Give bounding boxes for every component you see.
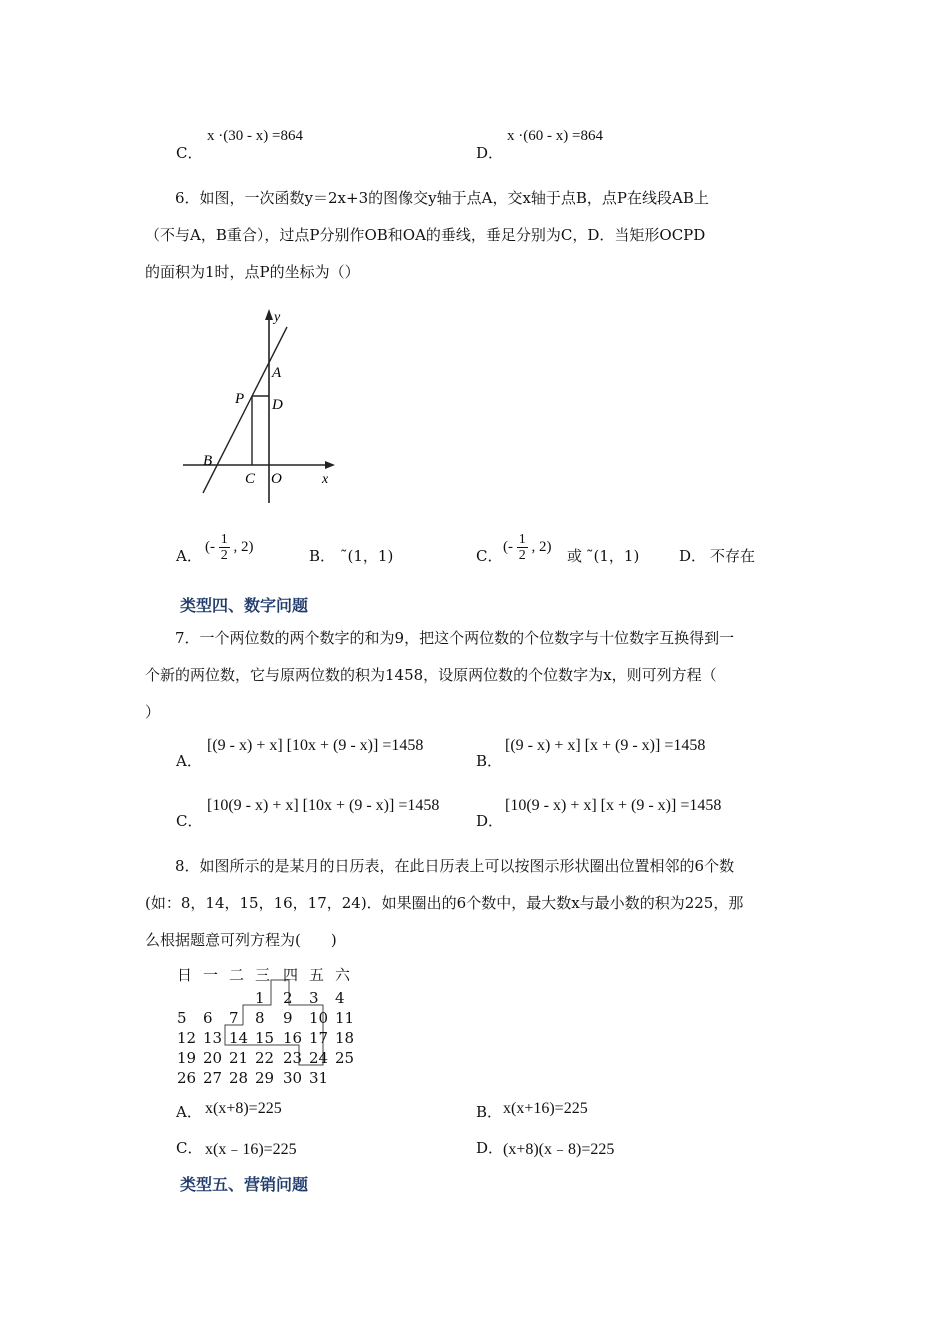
calendar-header: 六 <box>335 966 351 984</box>
q6-option-c-pre: (- <box>503 538 513 555</box>
q5-option-d-label: D． <box>476 144 504 162</box>
calendar-day: 29 <box>255 1069 275 1087</box>
q7-stem <box>145 620 810 731</box>
q6-option-c-expr2: ˜(1，1) <box>586 547 640 565</box>
label-o: O <box>271 471 282 487</box>
q8-option-a-expr: x(x+8)=225 <box>205 1100 282 1117</box>
q8-stem <box>145 848 810 959</box>
q8-option-c-expr: x(x﹣16)=225 <box>205 1141 297 1158</box>
q8-option-d-label: D． <box>476 1139 504 1157</box>
calendar-day: 28 <box>229 1069 249 1087</box>
q6-option-c-or: 或 <box>567 547 583 565</box>
y-axis-arrow <box>265 309 273 320</box>
q6-option-c-denominator: 2 <box>518 548 526 563</box>
label-b: B <box>203 453 213 469</box>
q7-line-2: 个新的两位数，它与原两位数的积为1458，设原两位数的个位数字为x，则可列方程（ <box>145 666 717 684</box>
label-d: D <box>272 397 283 413</box>
calendar-day: 19 <box>177 1049 197 1067</box>
calendar-day: 2 <box>283 989 293 1007</box>
q6-line-1: 6．如图，一次函数y＝2x+3的图像交y轴于点A，交x轴于点B，点P在线段AB上 <box>175 189 709 207</box>
q6-option-a-post: , 2) <box>233 538 254 555</box>
q8-line-1: 8．如图所示的是某月的日历表，在此日历表上可以按图示形状圈出位置相邻的6个数 <box>175 857 735 875</box>
calendar-day: 12 <box>177 1029 197 1047</box>
label-c: C <box>245 471 256 487</box>
label-y: y <box>274 310 281 325</box>
q5-option-d-expr: x ·(60 - x) =864 <box>507 128 603 144</box>
calendar-day: 6 <box>203 1009 213 1027</box>
q6-option-a-pre: (- <box>205 538 215 555</box>
q6-option-a-fraction <box>219 532 230 563</box>
section-heading-5: 类型五、营销问题 <box>180 1175 309 1194</box>
calendar-header: 二 <box>229 966 245 984</box>
calendar-day: 23 <box>283 1049 303 1067</box>
calendar-day: 4 <box>335 989 345 1007</box>
calendar-day: 24 <box>309 1049 329 1067</box>
calendar-day: 8 <box>255 1009 265 1027</box>
calendar-day: 16 <box>283 1029 303 1047</box>
calendar-header: 日 <box>177 966 193 984</box>
q6-option-c-post: , 2) <box>531 538 552 555</box>
calendar-day: 14 <box>229 1029 249 1047</box>
calendar-day: 17 <box>309 1029 329 1047</box>
q6-option-c-label: C． <box>476 547 503 565</box>
calendar-day: 18 <box>335 1029 355 1047</box>
calendar-header: 一 <box>203 966 219 984</box>
q6-option-d-text: 不存在 <box>710 547 756 565</box>
q7-line-3: ） <box>145 703 161 721</box>
q6-option-a-label: A． <box>176 547 202 565</box>
calendar-header: 五 <box>309 966 325 984</box>
q6-option-a-denominator: 2 <box>220 548 228 563</box>
calendar-day: 25 <box>335 1049 355 1067</box>
calendar-day: 27 <box>203 1069 223 1087</box>
calendar-day: 20 <box>203 1049 223 1067</box>
q8-line-3: 么根据题意可列方程为( ) <box>145 931 337 949</box>
q6-option-d-label: D． <box>679 547 707 565</box>
calendar-day: 30 <box>283 1069 303 1087</box>
q8-option-d-expr: (x+8)(x﹣8)=225 <box>503 1141 615 1158</box>
q6-option-a-expr <box>205 532 254 563</box>
calendar-day: 22 <box>255 1049 275 1067</box>
q8-line-2: (如：8，14，15，16，17，24)．如果圈出的6个数中，最大数x与最小数的积为225，那 <box>145 894 744 912</box>
q5-option-c-expr: x ·(30 - x) =864 <box>207 128 303 144</box>
calendar-day: 10 <box>309 1009 329 1027</box>
q6-option-c-numerator: 1 <box>518 532 526 547</box>
label-a: A <box>272 365 282 381</box>
calendar-header: 四 <box>283 966 299 984</box>
q7-option-a-label: A． <box>176 752 202 770</box>
q6-option-b-expr: ˜(1，1) <box>340 547 394 565</box>
label-x: x <box>322 472 329 487</box>
q7-option-d-label: D． <box>476 812 504 830</box>
q7-option-c-label: C． <box>176 812 203 830</box>
calendar-day: 26 <box>177 1069 197 1087</box>
q6-figure <box>175 305 345 510</box>
q6-stem <box>145 180 810 291</box>
q6-option-a-numerator: 1 <box>220 532 228 547</box>
q8-option-a-label: A． <box>176 1103 202 1121</box>
calendar-figure <box>170 960 355 1085</box>
q7-option-c-expr: [10(9 - x) + x] [10x + (9 - x)] =1458 <box>207 797 440 814</box>
q8-option-b-label: B． <box>476 1103 503 1121</box>
calendar-day: 21 <box>229 1049 249 1067</box>
q8-option-c-label: C． <box>176 1139 203 1157</box>
q7-option-d-expr: [10(9 - x) + x] [x + (9 - x)] =1458 <box>505 797 722 814</box>
calendar-day: 3 <box>309 989 319 1007</box>
calendar-day: 7 <box>229 1009 239 1027</box>
q6-option-b-label: B． <box>309 547 336 565</box>
q8-option-b-expr: x(x+16)=225 <box>503 1100 588 1117</box>
q7-option-b-label: B． <box>476 752 503 770</box>
calendar-day: 11 <box>335 1009 355 1027</box>
q7-line-1: 7．一个两位数的两个数字的和为9，把这个两位数的个位数字与十位数字互换得到一 <box>175 629 735 647</box>
x-axis-arrow <box>325 461 335 469</box>
calendar-day: 15 <box>255 1029 275 1047</box>
calendar-day: 13 <box>203 1029 223 1047</box>
q6-line-2: （不与A，B重合），过点P分别作OB和OA的垂线，垂足分别为C，D．当矩形OCPD <box>145 226 706 244</box>
calendar-header: 三 <box>255 966 271 984</box>
section-heading-4: 类型四、数字问题 <box>180 596 309 615</box>
q7-option-a-expr: [(9 - x) + x] [10x + (9 - x)] =1458 <box>207 737 424 754</box>
q6-option-c-expr <box>503 532 552 563</box>
q5-option-c-label: C． <box>176 144 203 162</box>
calendar-day: 9 <box>283 1009 293 1027</box>
q7-option-b-expr: [(9 - x) + x] [x + (9 - x)] =1458 <box>505 737 706 754</box>
calendar-day: 5 <box>177 1009 187 1027</box>
label-p: P <box>235 391 245 407</box>
calendar-day: 31 <box>309 1069 329 1087</box>
q6-line-3: 的面积为1时，点P的坐标为（） <box>145 263 360 281</box>
q6-option-c-fraction <box>517 532 528 563</box>
calendar-day: 1 <box>255 989 265 1007</box>
